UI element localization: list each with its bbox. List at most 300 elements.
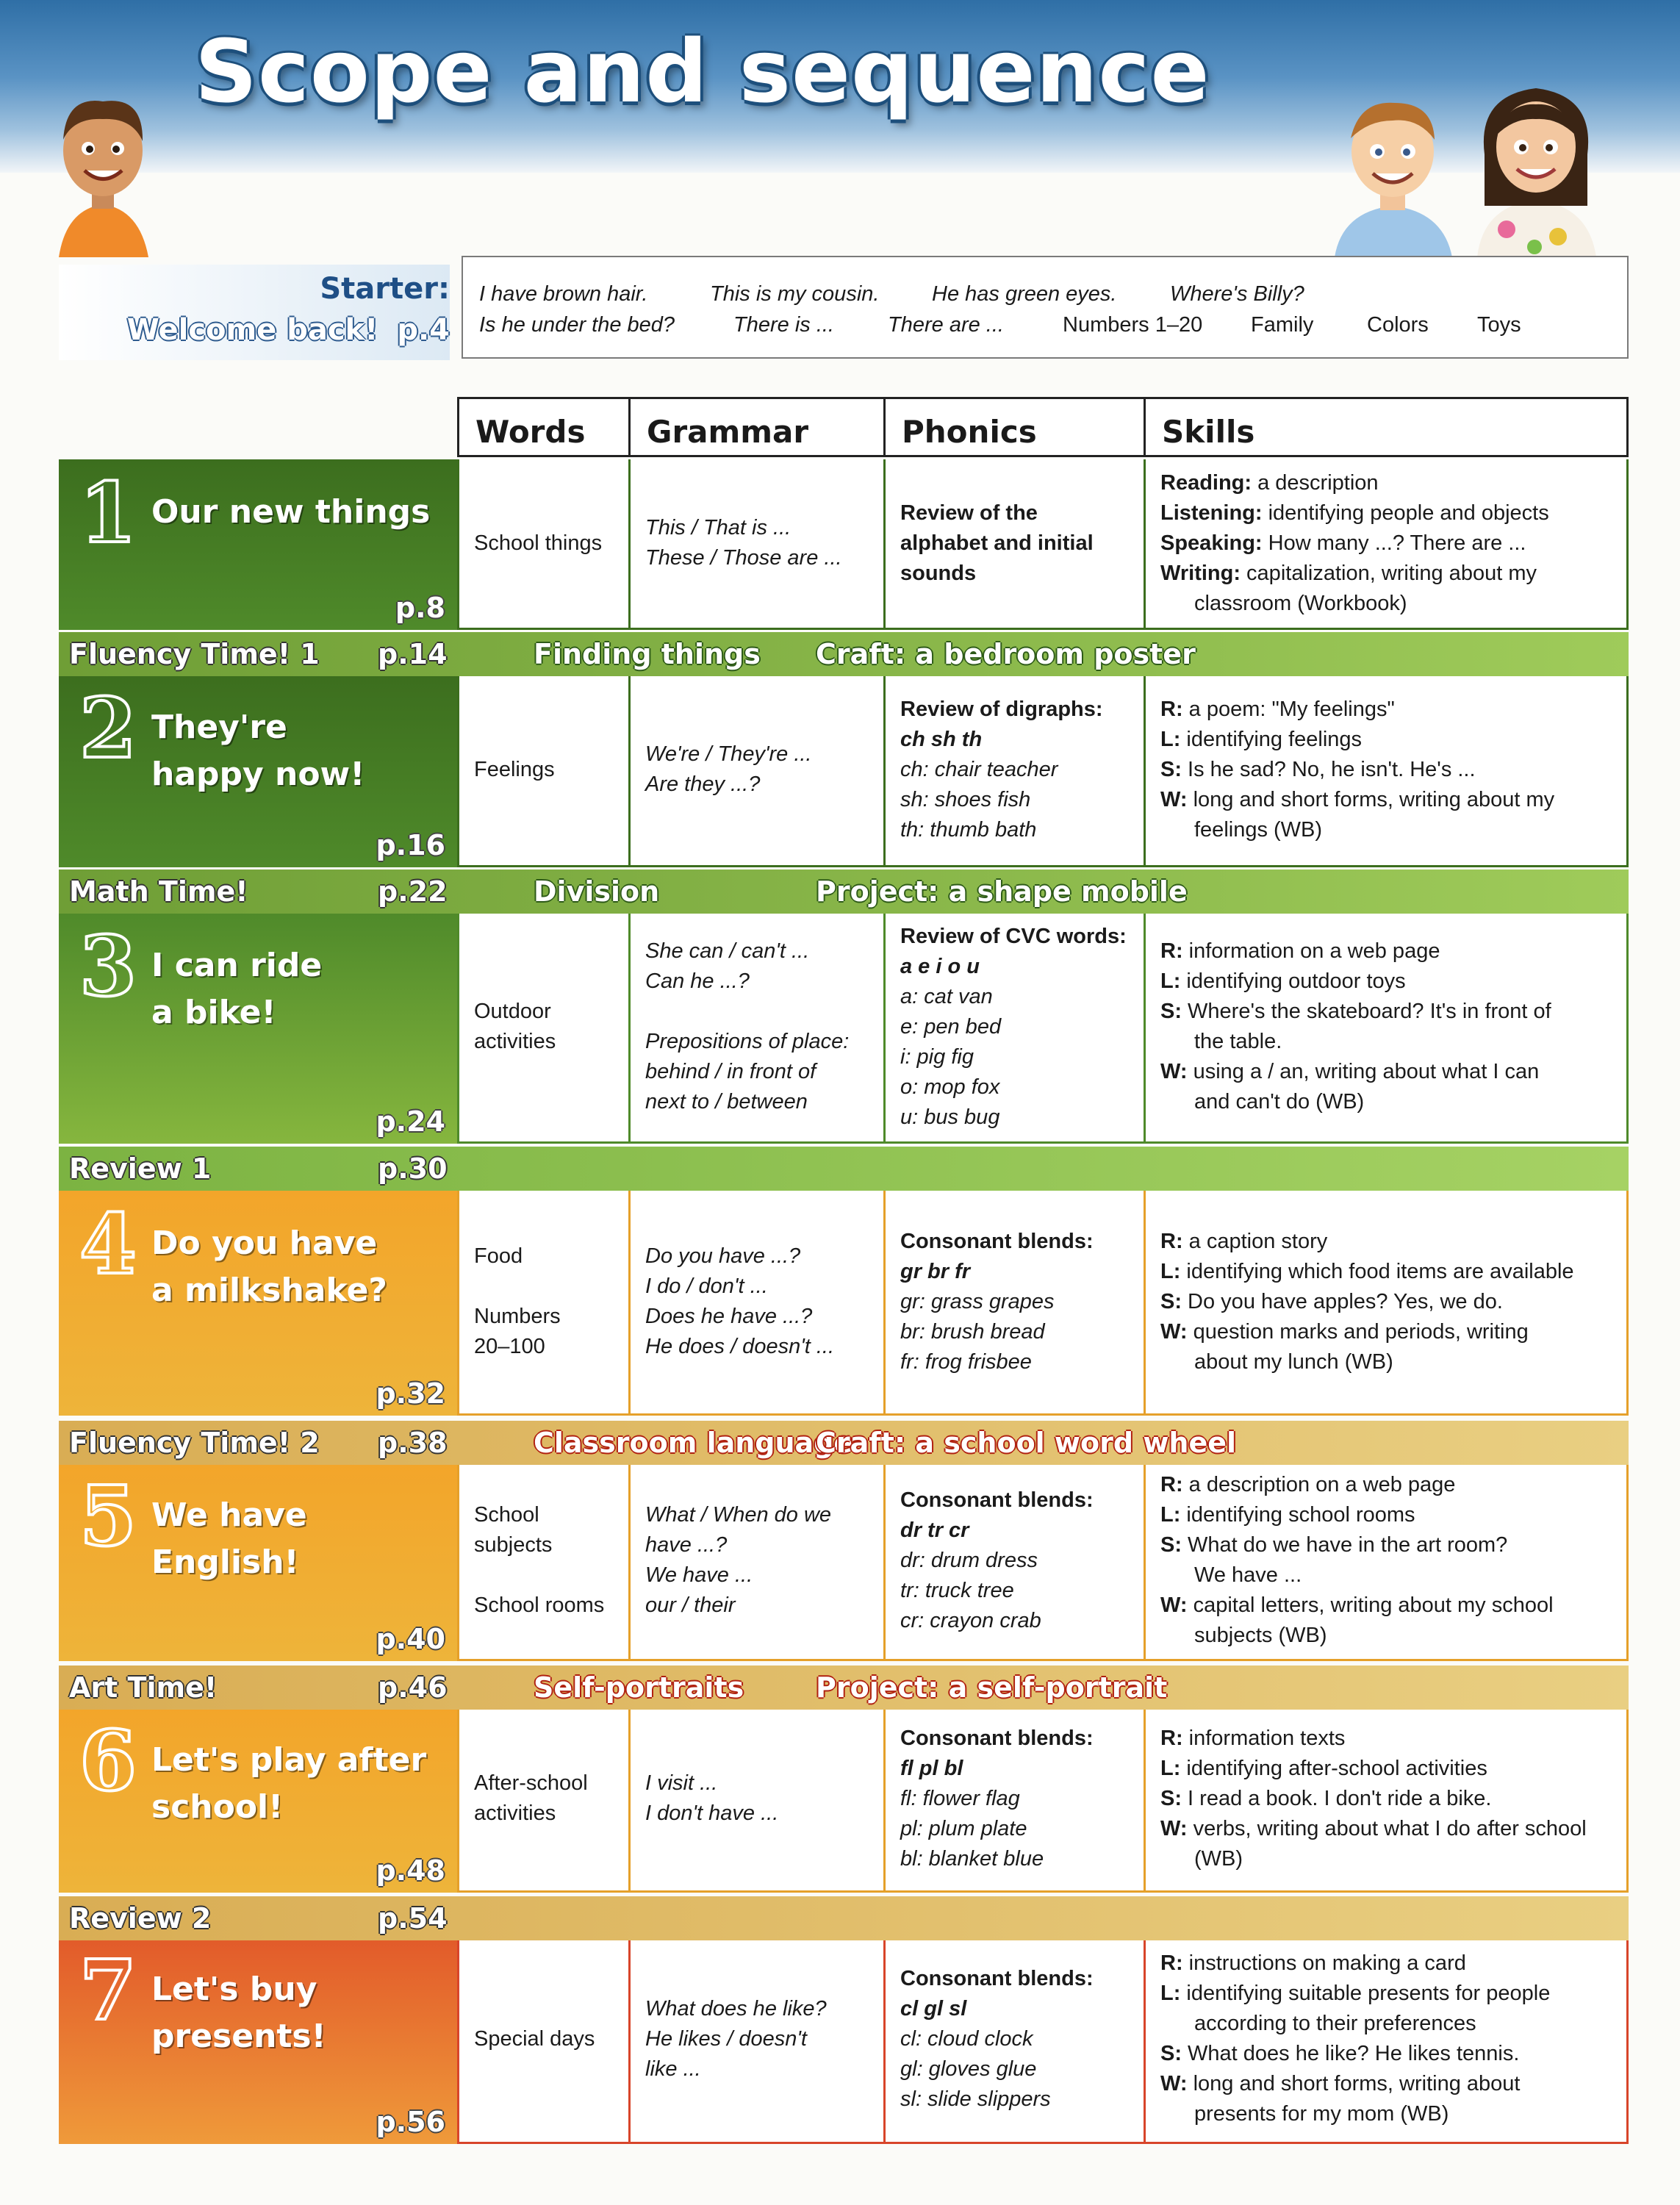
column-header-skills: Skills — [1144, 397, 1629, 457]
skills-cell-content — [1160, 1470, 1618, 1651]
skill-line — [1160, 1724, 1618, 1754]
skill-line — [1160, 997, 1618, 1027]
band-label: Review 1 — [69, 1152, 212, 1185]
skill-text: identifying after-school activities — [1180, 1757, 1487, 1780]
cell-line: Prepositions of place: — [645, 1030, 850, 1053]
cell-line: a: cat van — [900, 985, 993, 1008]
starter-label-block — [59, 265, 450, 360]
skill-key: S: — [1160, 1000, 1182, 1023]
grammar-cell — [628, 459, 883, 630]
starter-title: Starter: — [320, 272, 450, 306]
skills-cell-content — [1160, 468, 1618, 619]
unit-title-line: Our new things — [151, 493, 431, 531]
cell-line: He does / doesn't ... — [645, 1335, 835, 1358]
skill-line — [1160, 1287, 1618, 1317]
cell-line: Special days — [474, 2027, 595, 2051]
unit-row-2 — [59, 675, 1629, 867]
starter-item: This is my cousin. — [710, 282, 880, 306]
skill-text: We have ... — [1194, 1563, 1302, 1587]
cell-line: dr: drum dress — [900, 1549, 1038, 1572]
band-row — [59, 870, 1629, 914]
unit-title-line: school! — [151, 1788, 284, 1826]
unit-page: p.56 — [376, 2106, 445, 2138]
cell-line: School things — [474, 531, 603, 555]
skill-line — [1160, 967, 1618, 997]
cell-line: next to / between — [645, 1090, 808, 1114]
cell-line: fl: flower flag — [900, 1787, 1020, 1810]
cell-line: sh: shoes fish — [900, 788, 1031, 811]
starter-item: Toys — [1477, 313, 1521, 337]
skill-text: about my lunch (WB) — [1194, 1350, 1393, 1374]
cell-line: Can he ...? — [645, 969, 750, 993]
unit-title-cell — [59, 675, 457, 867]
skill-text: question marks and periods, writing — [1187, 1320, 1529, 1344]
skill-key: S: — [1160, 1787, 1182, 1810]
skill-text: long and short forms, writing about — [1187, 2072, 1521, 2095]
cell-line: gr: grass grapes — [900, 1290, 1055, 1313]
cell-line: activities — [474, 1030, 556, 1053]
skill-line — [1160, 1844, 1618, 1874]
skill-line — [1160, 589, 1618, 619]
skill-line — [1160, 1470, 1618, 1500]
unit-title-line: a bike! — [151, 994, 276, 1031]
unit-title-line: Do you have — [151, 1225, 378, 1262]
skill-line — [1160, 2009, 1618, 2039]
skill-line — [1160, 498, 1618, 528]
cell-line: Do you have ...? — [645, 1244, 801, 1268]
skill-line — [1160, 1227, 1618, 1257]
cell-line — [474, 1272, 620, 1302]
cell-line: cl: cloud clock — [900, 2027, 1033, 2051]
skill-text: I read a book. I don't ride a bike. — [1182, 1787, 1492, 1810]
skill-line — [1160, 815, 1618, 845]
unit-number: 2 — [79, 681, 137, 777]
band-label: Art Time! — [69, 1671, 218, 1704]
band-page: p.30 — [378, 1152, 448, 1185]
skill-text: verbs, writing about what I do after school — [1187, 1817, 1587, 1840]
skill-line — [1160, 1530, 1618, 1560]
skill-key: Writing: — [1160, 562, 1241, 585]
cell-line: I do / don't ... — [645, 1274, 768, 1298]
skill-text: classroom (Workbook) — [1194, 592, 1407, 615]
skills-cell-content — [1160, 1724, 1618, 1874]
skill-text: identifying suitable presents for people — [1180, 1982, 1551, 2005]
skill-key: L: — [1160, 1503, 1181, 1527]
words-cell-content — [474, 528, 620, 559]
skill-text: capitalization, writing about my — [1241, 562, 1537, 585]
unit-title-cell — [59, 1463, 457, 1661]
cell-line: fl pl bl — [900, 1757, 963, 1780]
unit-row-5 — [59, 1463, 1629, 1661]
cell-line: pl: plum plate — [900, 1817, 1027, 1840]
cell-line: fr: frog frisbee — [900, 1350, 1032, 1374]
cell-line: gr br fr — [900, 1260, 971, 1283]
skills-cell — [1144, 913, 1629, 1144]
cell-line: sounds — [900, 562, 977, 585]
skill-line — [1160, 2069, 1618, 2099]
skill-text: identifying which food items are available — [1180, 1260, 1574, 1283]
unit-number: 4 — [79, 1197, 137, 1293]
band-project: Project: a self-portrait — [816, 1671, 1168, 1704]
skill-text: instructions on making a card — [1182, 1951, 1466, 1975]
words-cell — [457, 459, 628, 630]
band-row — [59, 1896, 1629, 1940]
unit-title-cell — [59, 913, 457, 1144]
words-cell-content — [474, 2024, 620, 2054]
cell-line: After-school — [474, 1771, 588, 1795]
unit-title-line: Let's play after — [151, 1741, 427, 1779]
skill-key: W: — [1160, 1817, 1188, 1840]
unit-title-line: Let's buy — [151, 1971, 317, 2008]
starter-item: Is he under the bed? — [479, 313, 675, 337]
cell-line: tr: truck tree — [900, 1579, 1014, 1602]
cell-line: These / Those are ... — [645, 546, 842, 570]
skill-text: Is he sad? No, he isn't. He's ... — [1182, 758, 1476, 781]
cell-line: dr tr cr — [900, 1519, 969, 1542]
unit-title-cell — [59, 1707, 457, 1893]
skill-text: and can't do (WB) — [1194, 1090, 1365, 1114]
skills-cell — [1144, 1463, 1629, 1661]
starter-item: He has green eyes. — [932, 282, 1117, 306]
unit-row-7 — [59, 1937, 1629, 2144]
starter-content-box — [462, 256, 1629, 359]
band-page: p.14 — [378, 638, 448, 670]
cell-line: u: bus bug — [900, 1105, 1000, 1129]
unit-row-1 — [59, 459, 1629, 630]
skill-text: a description — [1252, 471, 1379, 495]
cell-line: Numbers — [474, 1305, 561, 1328]
cell-line: I don't have ... — [645, 1801, 779, 1825]
skill-text: subjects (WB) — [1194, 1624, 1327, 1647]
words-cell — [457, 1463, 628, 1661]
unit-title-line: presents! — [151, 2018, 326, 2055]
cell-line: like ... — [645, 2057, 701, 2081]
phonics-cell — [883, 675, 1144, 867]
skill-key: L: — [1160, 1757, 1181, 1780]
column-header-grammar: Grammar — [628, 397, 886, 457]
unit-title-line: I can ride — [151, 947, 323, 984]
skill-text: using a / an, writing about what I can — [1187, 1060, 1540, 1083]
unit-title-cell — [59, 1191, 457, 1416]
skill-text: information texts — [1182, 1727, 1346, 1750]
column-header-phonics: Phonics — [883, 397, 1146, 457]
starter-item: Numbers 1–20 — [1063, 313, 1203, 337]
cell-line: What / When do we — [645, 1503, 832, 1527]
skill-line — [1160, 1784, 1618, 1814]
girl-illustration-right — [1470, 74, 1602, 257]
skill-text: a description on a web page — [1182, 1473, 1456, 1496]
words-cell-content — [474, 997, 620, 1057]
skill-key: S: — [1160, 1290, 1182, 1313]
skill-line — [1160, 785, 1618, 815]
grammar-cell — [628, 1463, 883, 1661]
words-cell — [457, 1937, 628, 2144]
skills-cell-content — [1160, 1227, 1618, 1377]
cell-line: He likes / doesn't — [645, 2027, 807, 2051]
cell-line: Are they ...? — [645, 772, 761, 796]
unit-number: 7 — [79, 1943, 137, 2039]
skill-key: R: — [1160, 1727, 1183, 1750]
cell-line: Does he have ...? — [645, 1305, 813, 1328]
band-page: p.54 — [378, 1902, 448, 1935]
cell-line: alphabet and initial — [900, 531, 1094, 555]
skill-line — [1160, 2039, 1618, 2069]
band-label: Fluency Time! 1 — [69, 638, 320, 670]
starter-item: I have brown hair. — [479, 282, 648, 306]
cell-line: Food — [474, 1244, 523, 1268]
skills-cell — [1144, 675, 1629, 867]
cell-line: This / That is ... — [645, 516, 791, 539]
skill-text: a caption story — [1182, 1230, 1328, 1253]
skill-key: W: — [1160, 2072, 1188, 2095]
skill-line — [1160, 2099, 1618, 2129]
cell-line: cr: crayon crab — [900, 1609, 1041, 1632]
cell-line: o: mop fox — [900, 1075, 1000, 1099]
grammar-cell — [628, 1191, 883, 1416]
skill-line — [1160, 725, 1618, 755]
cell-line: activities — [474, 1801, 556, 1825]
cell-line: behind / in front of — [645, 1060, 816, 1083]
starter-page: p.4 — [397, 313, 450, 347]
words-cell-content — [474, 755, 620, 785]
cell-line: a e i o u — [900, 955, 980, 978]
words-cell — [457, 1191, 628, 1416]
skill-key: Speaking: — [1160, 531, 1263, 555]
skill-line — [1160, 1814, 1618, 1844]
grammar-cell-content — [645, 936, 875, 1117]
words-cell — [457, 913, 628, 1144]
skill-line — [1160, 936, 1618, 967]
grammar-cell-content — [645, 1500, 875, 1621]
unit-page: p.40 — [376, 1623, 445, 1655]
starter-item: There is ... — [733, 313, 834, 337]
cell-line: have ...? — [645, 1533, 728, 1557]
skill-text: Where's the skateboard? It's in front of — [1182, 1000, 1551, 1023]
skill-key: R: — [1160, 698, 1183, 721]
unit-title-line: happy now! — [151, 756, 365, 793]
skills-cell-content — [1160, 695, 1618, 845]
words-cell-content — [474, 1768, 620, 1829]
grammar-cell-content — [645, 1241, 875, 1362]
words-cell-content — [474, 1241, 620, 1362]
grammar-cell-content — [645, 1768, 875, 1829]
skill-key: R: — [1160, 1230, 1183, 1253]
cell-line: subjects — [474, 1533, 553, 1557]
cell-line — [645, 997, 875, 1027]
grammar-cell-content — [645, 513, 875, 573]
unit-title-line: a milkshake? — [151, 1272, 387, 1309]
skills-cell-content — [1160, 936, 1618, 1117]
column-header-words: Words — [457, 397, 631, 457]
starter-subtitle-text: Welcome back! — [126, 313, 378, 347]
skill-text: What do we have in the art room? — [1182, 1533, 1508, 1557]
band-project: Project: a shape mobile — [816, 875, 1188, 908]
band-activity: Self-portraits — [534, 1671, 744, 1704]
phonics-cell — [883, 913, 1144, 1144]
cell-line: br: brush bread — [900, 1320, 1045, 1344]
cell-line: th: thumb bath — [900, 818, 1037, 842]
cell-line: ch: chair teacher — [900, 758, 1058, 781]
band-row — [59, 1147, 1629, 1191]
phonics-cell — [883, 1937, 1144, 2144]
starter-item: Colors — [1367, 313, 1429, 337]
skill-text: Do you have apples? Yes, we do. — [1182, 1290, 1503, 1313]
band-project: Craft: a bedroom poster — [816, 638, 1196, 670]
grammar-cell — [628, 1937, 883, 2144]
band-label: Fluency Time! 2 — [69, 1427, 320, 1459]
cell-line: 20–100 — [474, 1335, 545, 1358]
unit-title-line: They're — [151, 709, 287, 746]
skill-text: What does he like? He likes tennis. — [1182, 2042, 1520, 2065]
unit-number: 5 — [79, 1469, 137, 1565]
cell-line — [474, 1560, 620, 1591]
cell-line: gl: gloves glue — [900, 2057, 1037, 2081]
cell-line: ch sh th — [900, 728, 983, 751]
phonics-cell-content — [900, 1227, 1135, 1377]
band-page: p.46 — [378, 1671, 448, 1704]
skills-cell — [1144, 1937, 1629, 2144]
cell-line: i: pig fig — [900, 1045, 974, 1069]
band-page: p.22 — [378, 875, 448, 908]
cell-line: Consonant blends: — [900, 1230, 1094, 1253]
cell-line: bl: blanket blue — [900, 1847, 1044, 1871]
phonics-cell — [883, 1463, 1144, 1661]
skill-line — [1160, 1317, 1618, 1347]
skill-line — [1160, 1057, 1618, 1087]
unit-number: 6 — [79, 1713, 137, 1810]
skill-line — [1160, 1621, 1618, 1651]
skill-line — [1160, 1948, 1618, 1979]
grammar-cell-content — [645, 1994, 875, 2084]
words-cell-content — [474, 1500, 620, 1621]
skill-key: L: — [1160, 1260, 1181, 1283]
band-row — [59, 1421, 1629, 1465]
cell-line: School rooms — [474, 1593, 605, 1617]
skills-cell — [1144, 459, 1629, 630]
unit-page: p.48 — [376, 1854, 445, 1887]
skill-text: according to their preferences — [1194, 2012, 1476, 2035]
skill-key: L: — [1160, 728, 1181, 751]
cell-line: We have ... — [645, 1563, 753, 1587]
unit-title-line: We have — [151, 1496, 307, 1534]
phonics-cell-content — [900, 695, 1135, 845]
unit-title-cell — [59, 459, 457, 630]
band-activity: Finding things — [534, 638, 761, 670]
starter-item: Family — [1251, 313, 1314, 337]
starter-item: There are ... — [888, 313, 1004, 337]
band-page: p.38 — [378, 1427, 448, 1459]
skill-key: W: — [1160, 1320, 1188, 1344]
cell-line: Consonant blends: — [900, 1727, 1094, 1750]
skill-key: R: — [1160, 1951, 1183, 1975]
skill-text: presents for my mom (WB) — [1194, 2102, 1449, 2126]
skill-text: capital letters, writing about my school — [1187, 1593, 1554, 1617]
unit-number: 1 — [79, 465, 137, 562]
skill-key: Listening: — [1160, 501, 1263, 525]
band-label: Math Time! — [69, 875, 248, 908]
band-label: Review 2 — [69, 1902, 212, 1935]
cell-line: our / their — [645, 1593, 736, 1617]
cell-line: sl: slide slippers — [900, 2087, 1051, 2111]
grammar-cell — [628, 913, 883, 1144]
starter-subtitle — [127, 313, 450, 347]
cell-line: Feelings — [474, 758, 555, 781]
grammar-cell — [628, 675, 883, 867]
skill-key: Reading: — [1160, 471, 1252, 495]
unit-row-4 — [59, 1191, 1629, 1416]
skill-line — [1160, 1257, 1618, 1287]
phonics-cell-content — [900, 498, 1135, 589]
band-row — [59, 632, 1629, 676]
boy-illustration-right — [1330, 87, 1455, 257]
phonics-cell-content — [900, 1485, 1135, 1636]
boy-illustration-left — [51, 81, 154, 257]
unit-row-3 — [59, 913, 1629, 1144]
skill-key: W: — [1160, 788, 1188, 811]
skill-text: long and short forms, writing about my — [1187, 788, 1555, 811]
skills-cell — [1144, 1707, 1629, 1893]
unit-page: p.32 — [376, 1377, 445, 1410]
band-row — [59, 1666, 1629, 1710]
page-title: Scope and sequence — [195, 21, 1210, 122]
skill-line — [1160, 1591, 1618, 1621]
starter-item: Where's Billy? — [1170, 282, 1304, 306]
skill-line — [1160, 528, 1618, 559]
band-project: Craft: a school word wheel — [816, 1427, 1237, 1459]
cell-line: cl gl sl — [900, 1997, 967, 2021]
skill-line — [1160, 1087, 1618, 1117]
skill-key: W: — [1160, 1060, 1188, 1083]
unit-page: p.8 — [395, 592, 445, 624]
phonics-cell-content — [900, 1724, 1135, 1874]
unit-page: p.16 — [376, 829, 445, 861]
cell-line: What does he like? — [645, 1997, 827, 2021]
skill-line — [1160, 1027, 1618, 1057]
skill-text: How many ...? There are ... — [1262, 531, 1526, 555]
skill-line — [1160, 1560, 1618, 1591]
skill-line — [1160, 695, 1618, 725]
cell-line: Review of CVC words: — [900, 925, 1127, 948]
cell-line: Outdoor — [474, 1000, 551, 1023]
grammar-cell-content — [645, 739, 875, 800]
cell-line: She can / can't ... — [645, 939, 810, 963]
skill-key: R: — [1160, 939, 1183, 963]
cell-line: Review of digraphs: — [900, 698, 1103, 721]
skill-text: identifying feelings — [1180, 728, 1363, 751]
skill-key: L: — [1160, 969, 1181, 993]
skill-key: R: — [1160, 1473, 1183, 1496]
skill-line — [1160, 755, 1618, 785]
words-cell — [457, 1707, 628, 1893]
phonics-cell-content — [900, 922, 1135, 1133]
skill-key: L: — [1160, 1982, 1181, 2005]
skill-key: S: — [1160, 2042, 1182, 2065]
phonics-cell — [883, 1707, 1144, 1893]
skill-line — [1160, 468, 1618, 498]
skill-line — [1160, 1500, 1618, 1530]
skill-text: identifying school rooms — [1180, 1503, 1415, 1527]
skill-text: feelings (WB) — [1194, 818, 1323, 842]
skill-text: information on a web page — [1182, 939, 1440, 963]
skills-cell — [1144, 1191, 1629, 1416]
unit-number: 3 — [79, 919, 137, 1015]
band-activity: Classroom language — [534, 1427, 853, 1459]
skill-text: identifying people and objects — [1262, 501, 1549, 525]
grammar-cell — [628, 1707, 883, 1893]
cell-line: School — [474, 1503, 539, 1527]
cell-line: Consonant blends: — [900, 1967, 1094, 1990]
cell-line: We're / They're ... — [645, 742, 812, 766]
